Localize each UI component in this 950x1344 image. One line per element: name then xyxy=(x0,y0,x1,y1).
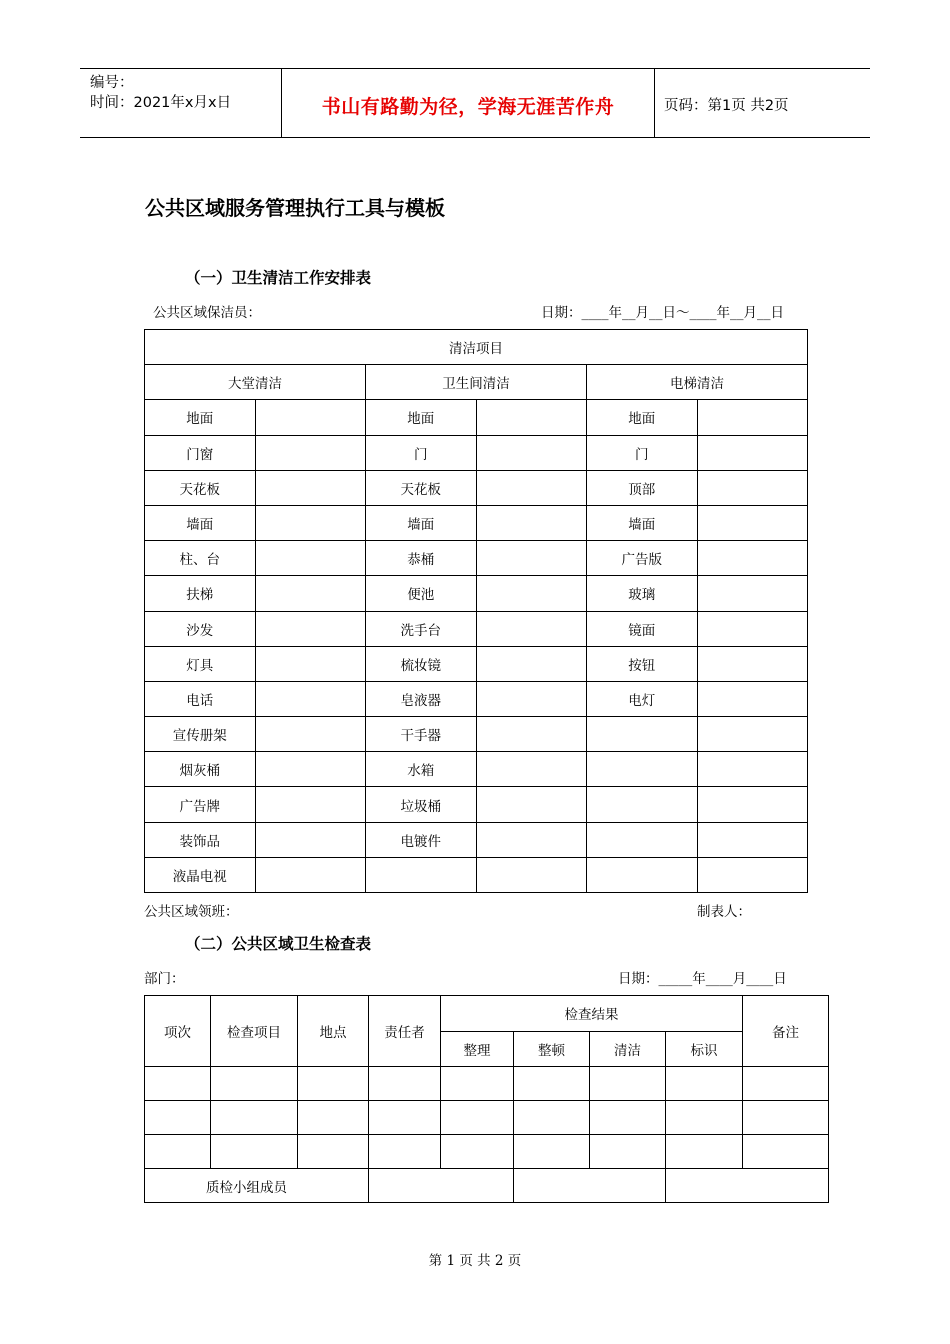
members-row xyxy=(145,1169,829,1203)
cell xyxy=(211,1067,298,1101)
item-value xyxy=(476,646,587,681)
item-label: 电灯 xyxy=(587,681,698,716)
cell xyxy=(298,1135,369,1169)
cell xyxy=(211,1135,298,1169)
item-label: 垃圾桶 xyxy=(366,787,477,822)
cell xyxy=(298,1101,369,1135)
item-value xyxy=(476,681,587,716)
item-value xyxy=(476,787,587,822)
item-value xyxy=(697,611,808,646)
item-label: 天花板 xyxy=(145,470,256,505)
item-value xyxy=(255,505,366,540)
members-cell xyxy=(514,1169,666,1203)
item-label: 门 xyxy=(587,435,698,470)
document-header xyxy=(80,68,870,138)
cell xyxy=(211,1101,298,1135)
cell xyxy=(743,1101,829,1135)
cell xyxy=(514,1067,590,1101)
item-label: 墙面 xyxy=(145,505,256,540)
item-label: 宣传册架 xyxy=(145,717,256,752)
item-value xyxy=(255,752,366,787)
header-sort: 整理 xyxy=(441,1031,514,1067)
item-label xyxy=(587,752,698,787)
item-label xyxy=(587,787,698,822)
item-value xyxy=(255,400,366,435)
item-label: 墙面 xyxy=(587,505,698,540)
item-label: 恭桶 xyxy=(366,541,477,576)
table-row xyxy=(145,1101,829,1135)
item-label: 按钮 xyxy=(587,646,698,681)
cell xyxy=(514,1135,590,1169)
item-value xyxy=(255,611,366,646)
item-label: 沙发 xyxy=(145,611,256,646)
item-value xyxy=(476,611,587,646)
item-label: 干手器 xyxy=(366,717,477,752)
table-row xyxy=(145,646,808,681)
cell xyxy=(145,1101,211,1135)
item-label: 柱、台 xyxy=(145,541,256,576)
item-value xyxy=(255,576,366,611)
item-value xyxy=(255,857,366,892)
item-label: 灯具 xyxy=(145,646,256,681)
item-label xyxy=(587,857,698,892)
item-label: 装饰品 xyxy=(145,822,256,857)
item-label: 液晶电视 xyxy=(145,857,256,892)
item-label: 门 xyxy=(366,435,477,470)
group-header-row xyxy=(145,365,808,400)
cell xyxy=(369,1135,441,1169)
item-value xyxy=(476,470,587,505)
cell xyxy=(145,1067,211,1101)
table-row xyxy=(145,435,808,470)
cell xyxy=(441,1135,514,1169)
table-row xyxy=(145,1135,829,1169)
item-label xyxy=(587,822,698,857)
item-value xyxy=(476,822,587,857)
item-value xyxy=(697,787,808,822)
item-value xyxy=(697,400,808,435)
table-row xyxy=(145,470,808,505)
header-meta xyxy=(90,73,231,113)
cell xyxy=(441,1101,514,1135)
item-label xyxy=(366,857,477,892)
dept-label: 部门： xyxy=(144,971,185,987)
leader-label: 公共区域领班： xyxy=(144,904,239,920)
cell xyxy=(743,1135,829,1169)
item-label: 玻璃 xyxy=(587,576,698,611)
cell xyxy=(666,1101,743,1135)
inspection-table xyxy=(144,995,829,1203)
item-label: 电镀件 xyxy=(366,822,477,857)
item-label: 广告版 xyxy=(587,541,698,576)
item-label: 梳妆镜 xyxy=(366,646,477,681)
item-value xyxy=(697,435,808,470)
item-value xyxy=(255,787,366,822)
cell xyxy=(298,1067,369,1101)
cell xyxy=(666,1135,743,1169)
group-lobby: 大堂清洁 xyxy=(145,365,366,400)
item-value xyxy=(476,857,587,892)
item-value xyxy=(476,435,587,470)
header-item-no: 项次 xyxy=(145,996,211,1067)
table-row xyxy=(145,505,808,540)
header-divider xyxy=(654,69,655,137)
table-row xyxy=(145,611,808,646)
item-label: 地面 xyxy=(145,400,256,435)
cleaning-items-header: 清洁项目 xyxy=(145,330,808,365)
item-value xyxy=(255,541,366,576)
item-value xyxy=(476,576,587,611)
item-label: 广告牌 xyxy=(145,787,256,822)
item-value xyxy=(476,400,587,435)
item-value xyxy=(255,822,366,857)
item-value xyxy=(255,435,366,470)
cell xyxy=(590,1135,666,1169)
header-arrange: 整顿 xyxy=(514,1031,590,1067)
header-responsible: 责任者 xyxy=(369,996,441,1067)
item-value xyxy=(697,505,808,540)
table-row xyxy=(145,752,808,787)
item-value xyxy=(476,752,587,787)
header-clean: 清洁 xyxy=(590,1031,666,1067)
group-elevator: 电梯清洁 xyxy=(587,365,808,400)
table-row xyxy=(145,787,808,822)
item-value xyxy=(255,681,366,716)
cell xyxy=(369,1101,441,1135)
item-value xyxy=(697,541,808,576)
number-label: 编号： xyxy=(90,75,134,91)
item-label: 烟灰桶 xyxy=(145,752,256,787)
table-header-row xyxy=(145,996,829,1032)
table-header-row xyxy=(145,330,808,365)
item-label: 便池 xyxy=(366,576,477,611)
cell xyxy=(145,1135,211,1169)
table-row xyxy=(145,857,808,892)
table-row xyxy=(145,822,808,857)
item-label: 地面 xyxy=(366,400,477,435)
table-row xyxy=(145,576,808,611)
header-location: 地点 xyxy=(298,996,369,1067)
section2-title: （二）公共区域卫生检查表 xyxy=(185,935,372,953)
table-row xyxy=(145,1067,829,1101)
page-info: 页码：第1页 共2页 xyxy=(664,98,789,114)
item-value xyxy=(255,646,366,681)
item-value xyxy=(255,717,366,752)
header-result: 检查结果 xyxy=(441,996,743,1032)
item-label: 水箱 xyxy=(366,752,477,787)
item-value xyxy=(476,505,587,540)
document-title: 公共区域服务管理执行工具与模板 xyxy=(145,196,445,220)
cell xyxy=(590,1101,666,1135)
table-row xyxy=(145,681,808,716)
members-cell xyxy=(369,1169,514,1203)
item-label: 扶梯 xyxy=(145,576,256,611)
item-value xyxy=(697,857,808,892)
maker-label: 制表人： xyxy=(697,904,751,920)
cell xyxy=(590,1067,666,1101)
item-value xyxy=(697,752,808,787)
section1-date-label: 日期：____年__月__日～____年__月__日 xyxy=(541,305,784,321)
header-check-item: 检查项目 xyxy=(211,996,298,1067)
group-restroom: 卫生间清洁 xyxy=(366,365,587,400)
item-value xyxy=(697,717,808,752)
table-row xyxy=(145,541,808,576)
members-cell xyxy=(666,1169,829,1203)
item-label: 电话 xyxy=(145,681,256,716)
cleaner-label: 公共区域保洁员： xyxy=(153,305,261,321)
item-value xyxy=(476,717,587,752)
item-value xyxy=(697,646,808,681)
time-label: 时间：2021年x月x日 xyxy=(90,95,232,111)
item-label: 洗手台 xyxy=(366,611,477,646)
section2-date-label: 日期：_____年____月____日 xyxy=(618,971,787,987)
item-value xyxy=(697,470,808,505)
motto: 书山有路勤为径，学海无涯苦作舟 xyxy=(321,96,615,118)
cell xyxy=(743,1067,829,1101)
table-row xyxy=(145,717,808,752)
section1-title: （一）卫生清洁工作安排表 xyxy=(185,269,372,287)
header-label: 标识 xyxy=(666,1031,743,1067)
item-value xyxy=(255,470,366,505)
cleaning-schedule-table xyxy=(144,329,808,893)
item-label: 墙面 xyxy=(366,505,477,540)
header-remarks: 备注 xyxy=(743,996,829,1067)
members-label: 质检小组成员 xyxy=(145,1169,369,1203)
item-label: 地面 xyxy=(587,400,698,435)
item-value xyxy=(476,541,587,576)
item-label: 门窗 xyxy=(145,435,256,470)
item-label: 顶部 xyxy=(587,470,698,505)
page-footer: 第 1 页 共 2 页 xyxy=(428,1253,522,1269)
item-label: 天花板 xyxy=(366,470,477,505)
item-value xyxy=(697,576,808,611)
cell xyxy=(441,1067,514,1101)
item-label: 镜面 xyxy=(587,611,698,646)
item-label xyxy=(587,717,698,752)
table-row xyxy=(145,400,808,435)
item-value xyxy=(697,681,808,716)
item-value xyxy=(697,822,808,857)
cell xyxy=(514,1101,590,1135)
cell xyxy=(369,1067,441,1101)
cell xyxy=(666,1067,743,1101)
item-label: 皂液器 xyxy=(366,681,477,716)
